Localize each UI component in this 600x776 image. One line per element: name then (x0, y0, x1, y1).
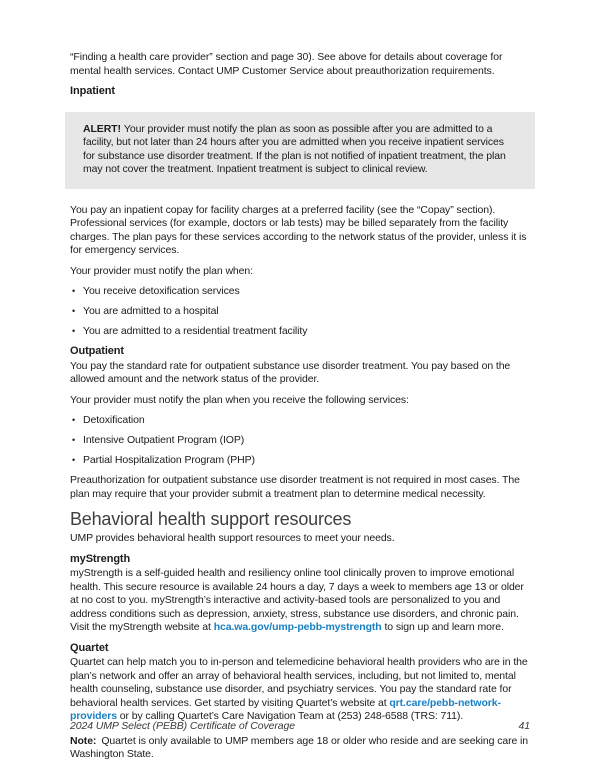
quartet-text-after: or by calling Quartet’s Care Navigation Team at (253) 248-6588 (TRS: 711). (116, 710, 464, 722)
note-text: Quartet is only available to UMP members age 18 or older who reside and are seeking care in Washington State. (70, 734, 529, 760)
outpatient-notify-intro: Your provider must notify the plan when you receive the following services: (70, 393, 409, 406)
quartet-paragraph (70, 656, 530, 724)
mystrength-paragraph (70, 567, 530, 635)
mystrength-text: myStrength is a self-guided health and resiliency online tool clinically proven to improve emotional health. This secure resource is available 24 hours a day, 7 days a week to members age 13 or older at no cost to you. myStrength’s interactive and activity-based tools are personalized to you and address conditions such as depression, anxiety, stress, substance use disorders, and chronic pain. Visit the myStrength website at (70, 567, 524, 633)
preauthorization-paragraph: Preauthorization for outpatient substance use disorder treatment is not required in most cases. The plan may require that your provider submit a treatment plan to determine medical necessity. (70, 474, 520, 500)
alert-text: Your provider must notify the plan as soon as possible after you are admitted to a facility, but not later than 24 hours after you are admitted when you receive inpatient services for substance use disorder treatment. If the plan is not notified of inpatient treatment, the plan may not cover the treatment. Inpatient treatment is subject to clinical review. (83, 122, 506, 175)
outpatient-rate-paragraph: You pay the standard rate for outpatient substance use disorder treatment. You pay based on the allowed amount and the network status of the provider. (70, 359, 511, 385)
list-item: • You are admitted to a hospital (70, 305, 530, 319)
behavioral-section-heading: Behavioral health support resources (70, 509, 352, 529)
inpatient-heading: Inpatient (70, 85, 115, 97)
list-item: • Partial Hospitalization Program (PHP) (70, 454, 530, 468)
inpatient-notify-list (70, 285, 530, 339)
list-item: • You are admitted to a residential treatment facility (70, 325, 530, 339)
mystrength-text-after: to sign up and learn more. (381, 621, 504, 633)
quartet-link[interactable]: qrt.care/pebb-network-providers (70, 696, 501, 722)
outpatient-heading: Outpatient (70, 345, 124, 357)
page-footer (70, 720, 530, 732)
footer-document-title: 2024 UMP Select (PEBB) Certificate of Coverage (70, 720, 295, 732)
list-item: • Detoxification (70, 414, 530, 428)
inpatient-copay-paragraph: You pay an inpatient copay for facility charges at a preferred facility (see the “Copay” section). Professional services (for example, doctors or lab tests) may be billed separately from the facility charges. The plan pays for these services according to the network status of the provider, unless it is for emergency services. (70, 203, 527, 256)
alert-box (65, 112, 535, 189)
outpatient-services-list (70, 414, 530, 468)
mystrength-link[interactable]: hca.wa.gov/ump-pebb-mystrength (213, 621, 382, 633)
alert-paragraph (83, 123, 507, 177)
quartet-text: Quartet can help match you to in-person and telemedicine behavioral health providers who are in the plan’s network and offer an array of behavioral health services, including, but not limited to, mental health counseling, substance use disorder, and psychiatry services. You pay the standard rate for behavioral health services. Get started by visiting Quartet’s website at (70, 656, 528, 709)
list-item: • You receive detoxification services (70, 285, 530, 299)
inpatient-notify-intro: Your provider must notify the plan when: (70, 264, 253, 277)
note-label: Note: (70, 734, 97, 747)
quartet-heading: Quartet (70, 641, 109, 654)
alert-label: ALERT! (83, 122, 121, 135)
behavioral-intro: UMP provides behavioral health support resources to meet your needs. (70, 532, 395, 544)
note-paragraph (70, 735, 530, 762)
mystrength-heading: myStrength (70, 552, 131, 565)
page-number: 41 (518, 720, 530, 732)
intro-paragraph: “Finding a health care provider” section and page 30). See above for details about coverage for mental health services. Contact UMP Customer Service about preauthorization requirements. (70, 51, 503, 77)
list-item: • Intensive Outpatient Program (IOP) (70, 434, 530, 448)
